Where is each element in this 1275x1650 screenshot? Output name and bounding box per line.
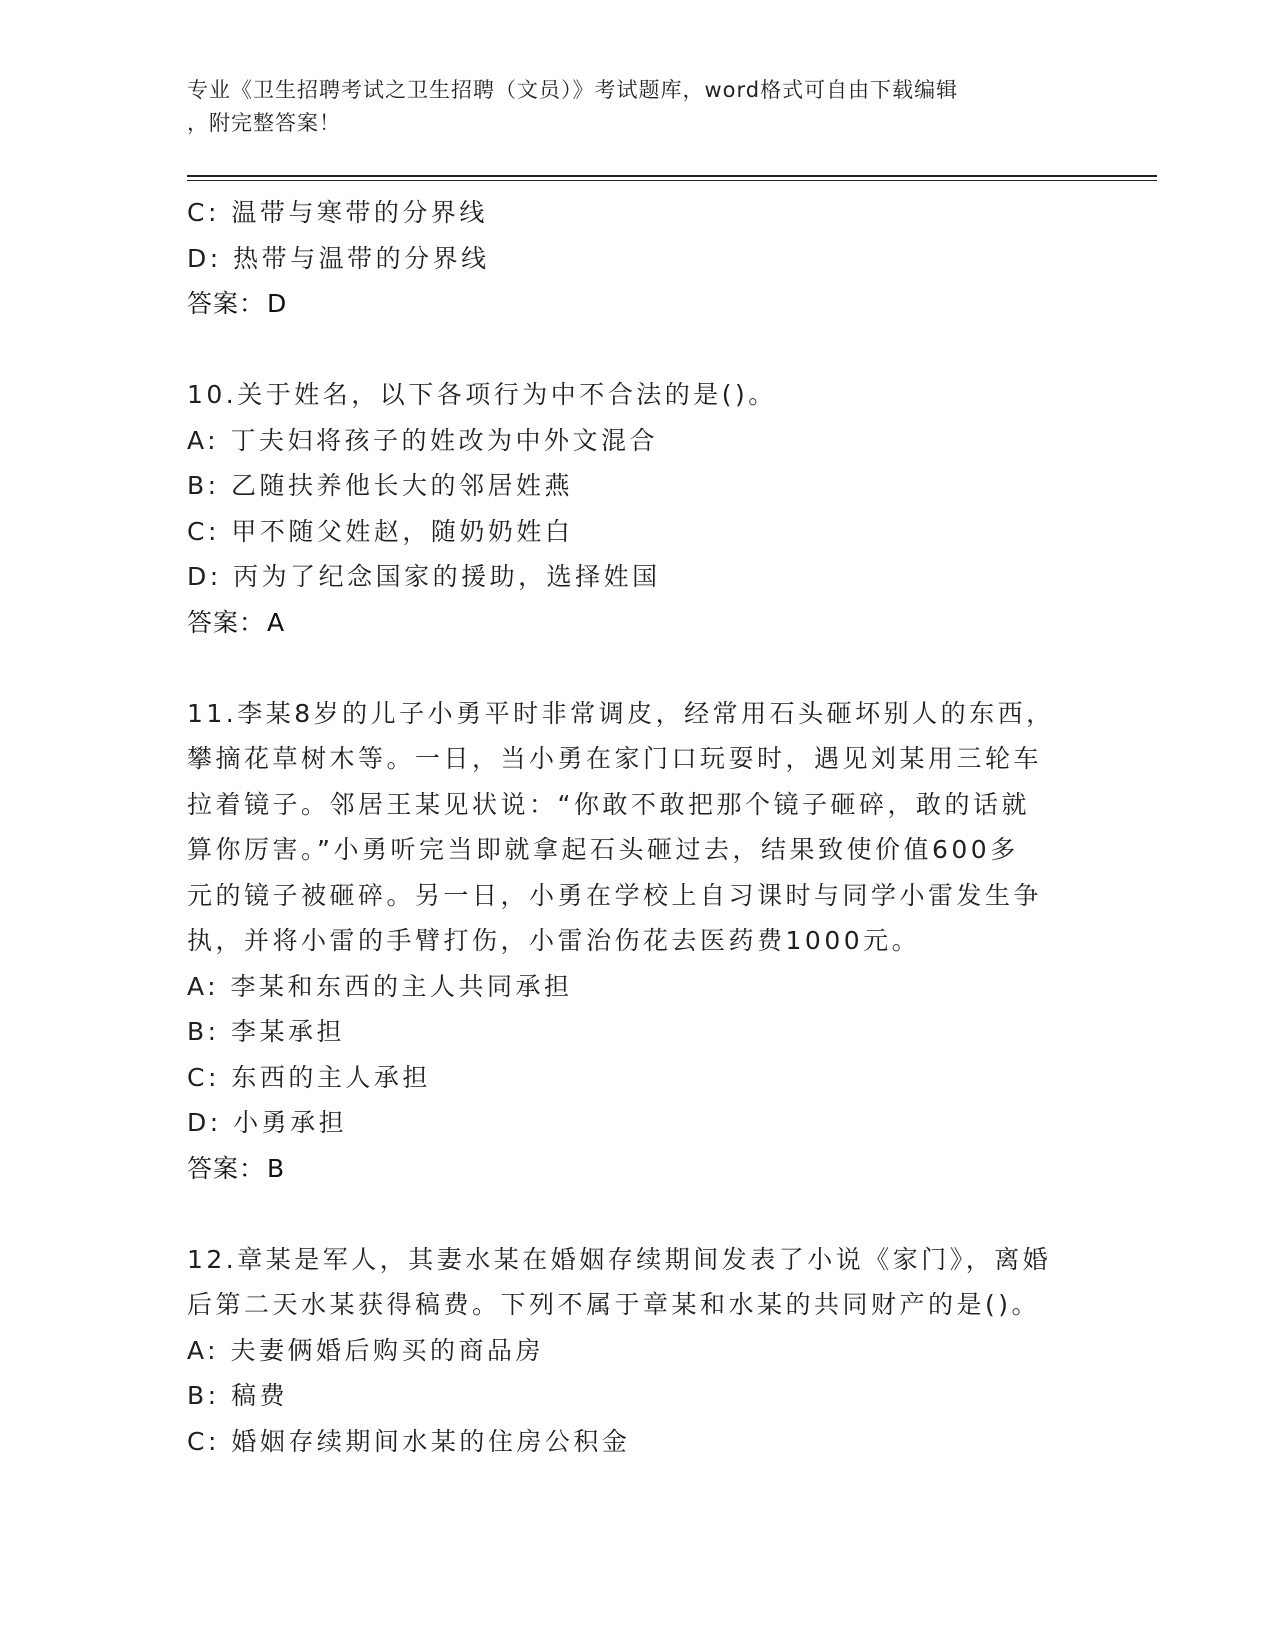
option-d: D: 小勇承担 bbox=[187, 1108, 348, 1137]
header-line: ，附完整答案！ bbox=[187, 111, 341, 135]
option-a: A: 丁夫妇将孩子的姓改为中外文混合 bbox=[187, 425, 659, 455]
answer-line: 答案：B bbox=[187, 1153, 286, 1183]
option-d: D: 丙为了纪念国家的援助，选择姓国 bbox=[187, 562, 661, 591]
option-d: D: 热带与温带的分界线 bbox=[187, 243, 490, 273]
option-b: B: 稿费 bbox=[187, 1381, 289, 1410]
option-b: B: 李某承担 bbox=[187, 1017, 346, 1046]
spacer bbox=[187, 1191, 1087, 1237]
answer-line: 答案：D bbox=[187, 289, 288, 318]
spacer bbox=[187, 327, 1087, 373]
question-block-10 bbox=[187, 372, 1087, 645]
question-stem: 12.章某是军人，其妻水某在婚姻存续期间发表了小说《家门》，离婚 后第二天水某获得稿费。下列不属于章某和水某的共同财产的是()。 bbox=[187, 1244, 1052, 1319]
header-divider bbox=[187, 175, 1157, 181]
option-c: C: 甲不随父姓赵，随奶奶姓白 bbox=[187, 516, 574, 546]
option-c: C: 东西的主人承担 bbox=[187, 1062, 431, 1092]
option-c: C: 婚姻存续期间水某的住房公积金 bbox=[187, 1426, 631, 1456]
option-a: A: 夫妻俩婚后购买的商品房 bbox=[187, 1335, 545, 1365]
option-a: A: 李某和东西的主人共同承担 bbox=[187, 971, 573, 1001]
question-block-11 bbox=[187, 691, 1087, 1192]
document-header bbox=[187, 74, 1077, 140]
option-b: B: 乙随扶养他长大的邻居姓燕 bbox=[187, 471, 574, 500]
spacer bbox=[187, 645, 1087, 691]
header-line: 专业《卫生招聘考试之卫生招聘（文员）》考试题库，word格式可自由下载编辑 bbox=[187, 78, 959, 102]
question-content bbox=[187, 190, 1087, 1464]
answer-line: 答案：A bbox=[187, 607, 286, 637]
question-block-prev bbox=[187, 190, 1087, 327]
question-stem: 10.关于姓名，以下各项行为中不合法的是()。 bbox=[187, 380, 777, 409]
question-block-12 bbox=[187, 1237, 1087, 1465]
option-c: C: 温带与寒带的分界线 bbox=[187, 198, 488, 227]
question-stem: 11.李某8岁的儿子小勇平时非常调皮，经常用石头砸坏别人的东西， 攀摘花草树木等。一日，当小勇在家门口玩耍时，遇见刘某用三轮车 拉着镜子。邻居王某见状说：“你敢不敢把那个镜子砸碎，敢的话就 算你厉害。”小勇听完当即就拿起石头砸过去，结果致使价值600多 元的镜子被砸碎。另一日，小勇在学校上自习课时与同学小雷发生争 执，并将小雷的手臂打伤，小雷治伤花去医药费1000元。 bbox=[187, 698, 1055, 955]
